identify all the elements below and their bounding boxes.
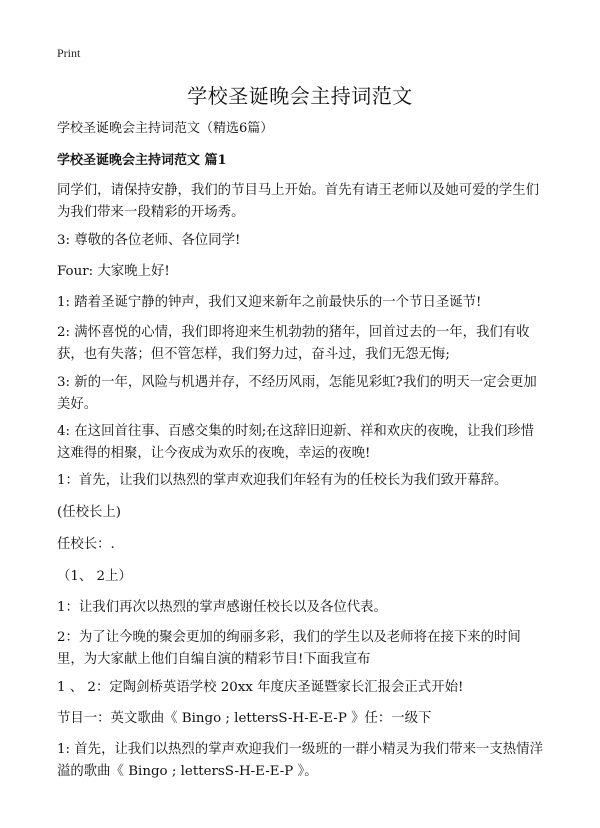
paragraph: 任校长：. <box>57 537 115 552</box>
paragraph: 2：为了让今晚的聚会更加的绚丽多彩，我们的学生以及老师将在接下来的时间里，为大家献上他们自编自演的精彩节目!下面我宣布 <box>57 630 521 667</box>
paragraph: （1、 2上） <box>57 569 132 584</box>
paragraph: 4: 在这回首往事、百感交集的时刻;在这辞旧迎新、祥和欢庆的夜晚，让我们珍惜这难得的相聚，让今夜成为欢乐的夜晚，幸运的夜晚! <box>57 424 535 461</box>
paragraph: (任校长上) <box>57 505 122 520</box>
section-heading: 学校圣诞晚会主持词范文 篇1 <box>57 153 227 168</box>
paragraph: 1：让我们再次以热烈的掌声感谢任校长以及各位代表。 <box>57 600 387 615</box>
print-link[interactable]: Print <box>57 46 81 60</box>
paragraph: 1 、 2：定陶剑桥英语学校 20xx 年度庆圣诞暨家长汇报会正式开始! <box>57 680 464 695</box>
paragraph: 1：首先，让我们以热烈的掌声欢迎我们年轻有为的任校长为我们致开幕辞。 <box>57 473 508 488</box>
document-subtitle: 学校圣诞晚会主持词范文（精选6篇） <box>57 121 274 136</box>
page-title: 学校圣诞晚会主持词范文 <box>187 84 413 108</box>
paragraph: 2: 满怀喜悦的心情，我们即将迎来生机勃勃的猪年，回首过去的一年，我们有收获，也有失落；但不管怎样，我们努力过，奋斗过，我们无怨无悔; <box>57 325 530 362</box>
paragraph: 3: 新的一年，风险与机遇并存，不经历风雨，怎能见彩虹?我们的明天一定会更加美好。 <box>57 375 537 412</box>
paragraph: 3: 尊敬的各位老师、各位同学! <box>57 233 241 248</box>
paragraph: 节目一：英文歌曲《 Bingo ; lettersS-H-E-E-P 》任：一级下 <box>57 711 432 726</box>
paragraph: 1: 踏着圣诞宁静的钟声，我们又迎来新年之前最快乐的一个节日圣诞节! <box>57 295 482 310</box>
paragraph: Four: 大家晚上好! <box>57 264 170 279</box>
paragraph: 1: 首先，让我们以热烈的掌声欢迎我们一级班的一群小精灵为我们带来一支热情洋溢的歌曲《 Bingo ; lettersS-H-E-E-P 》。 <box>57 742 543 779</box>
paragraph: 同学们，请保持安静，我们的节目马上开始。首先有请王老师以及她可爱的学生们为我们带来一段精彩的开场秀。 <box>57 183 540 220</box>
